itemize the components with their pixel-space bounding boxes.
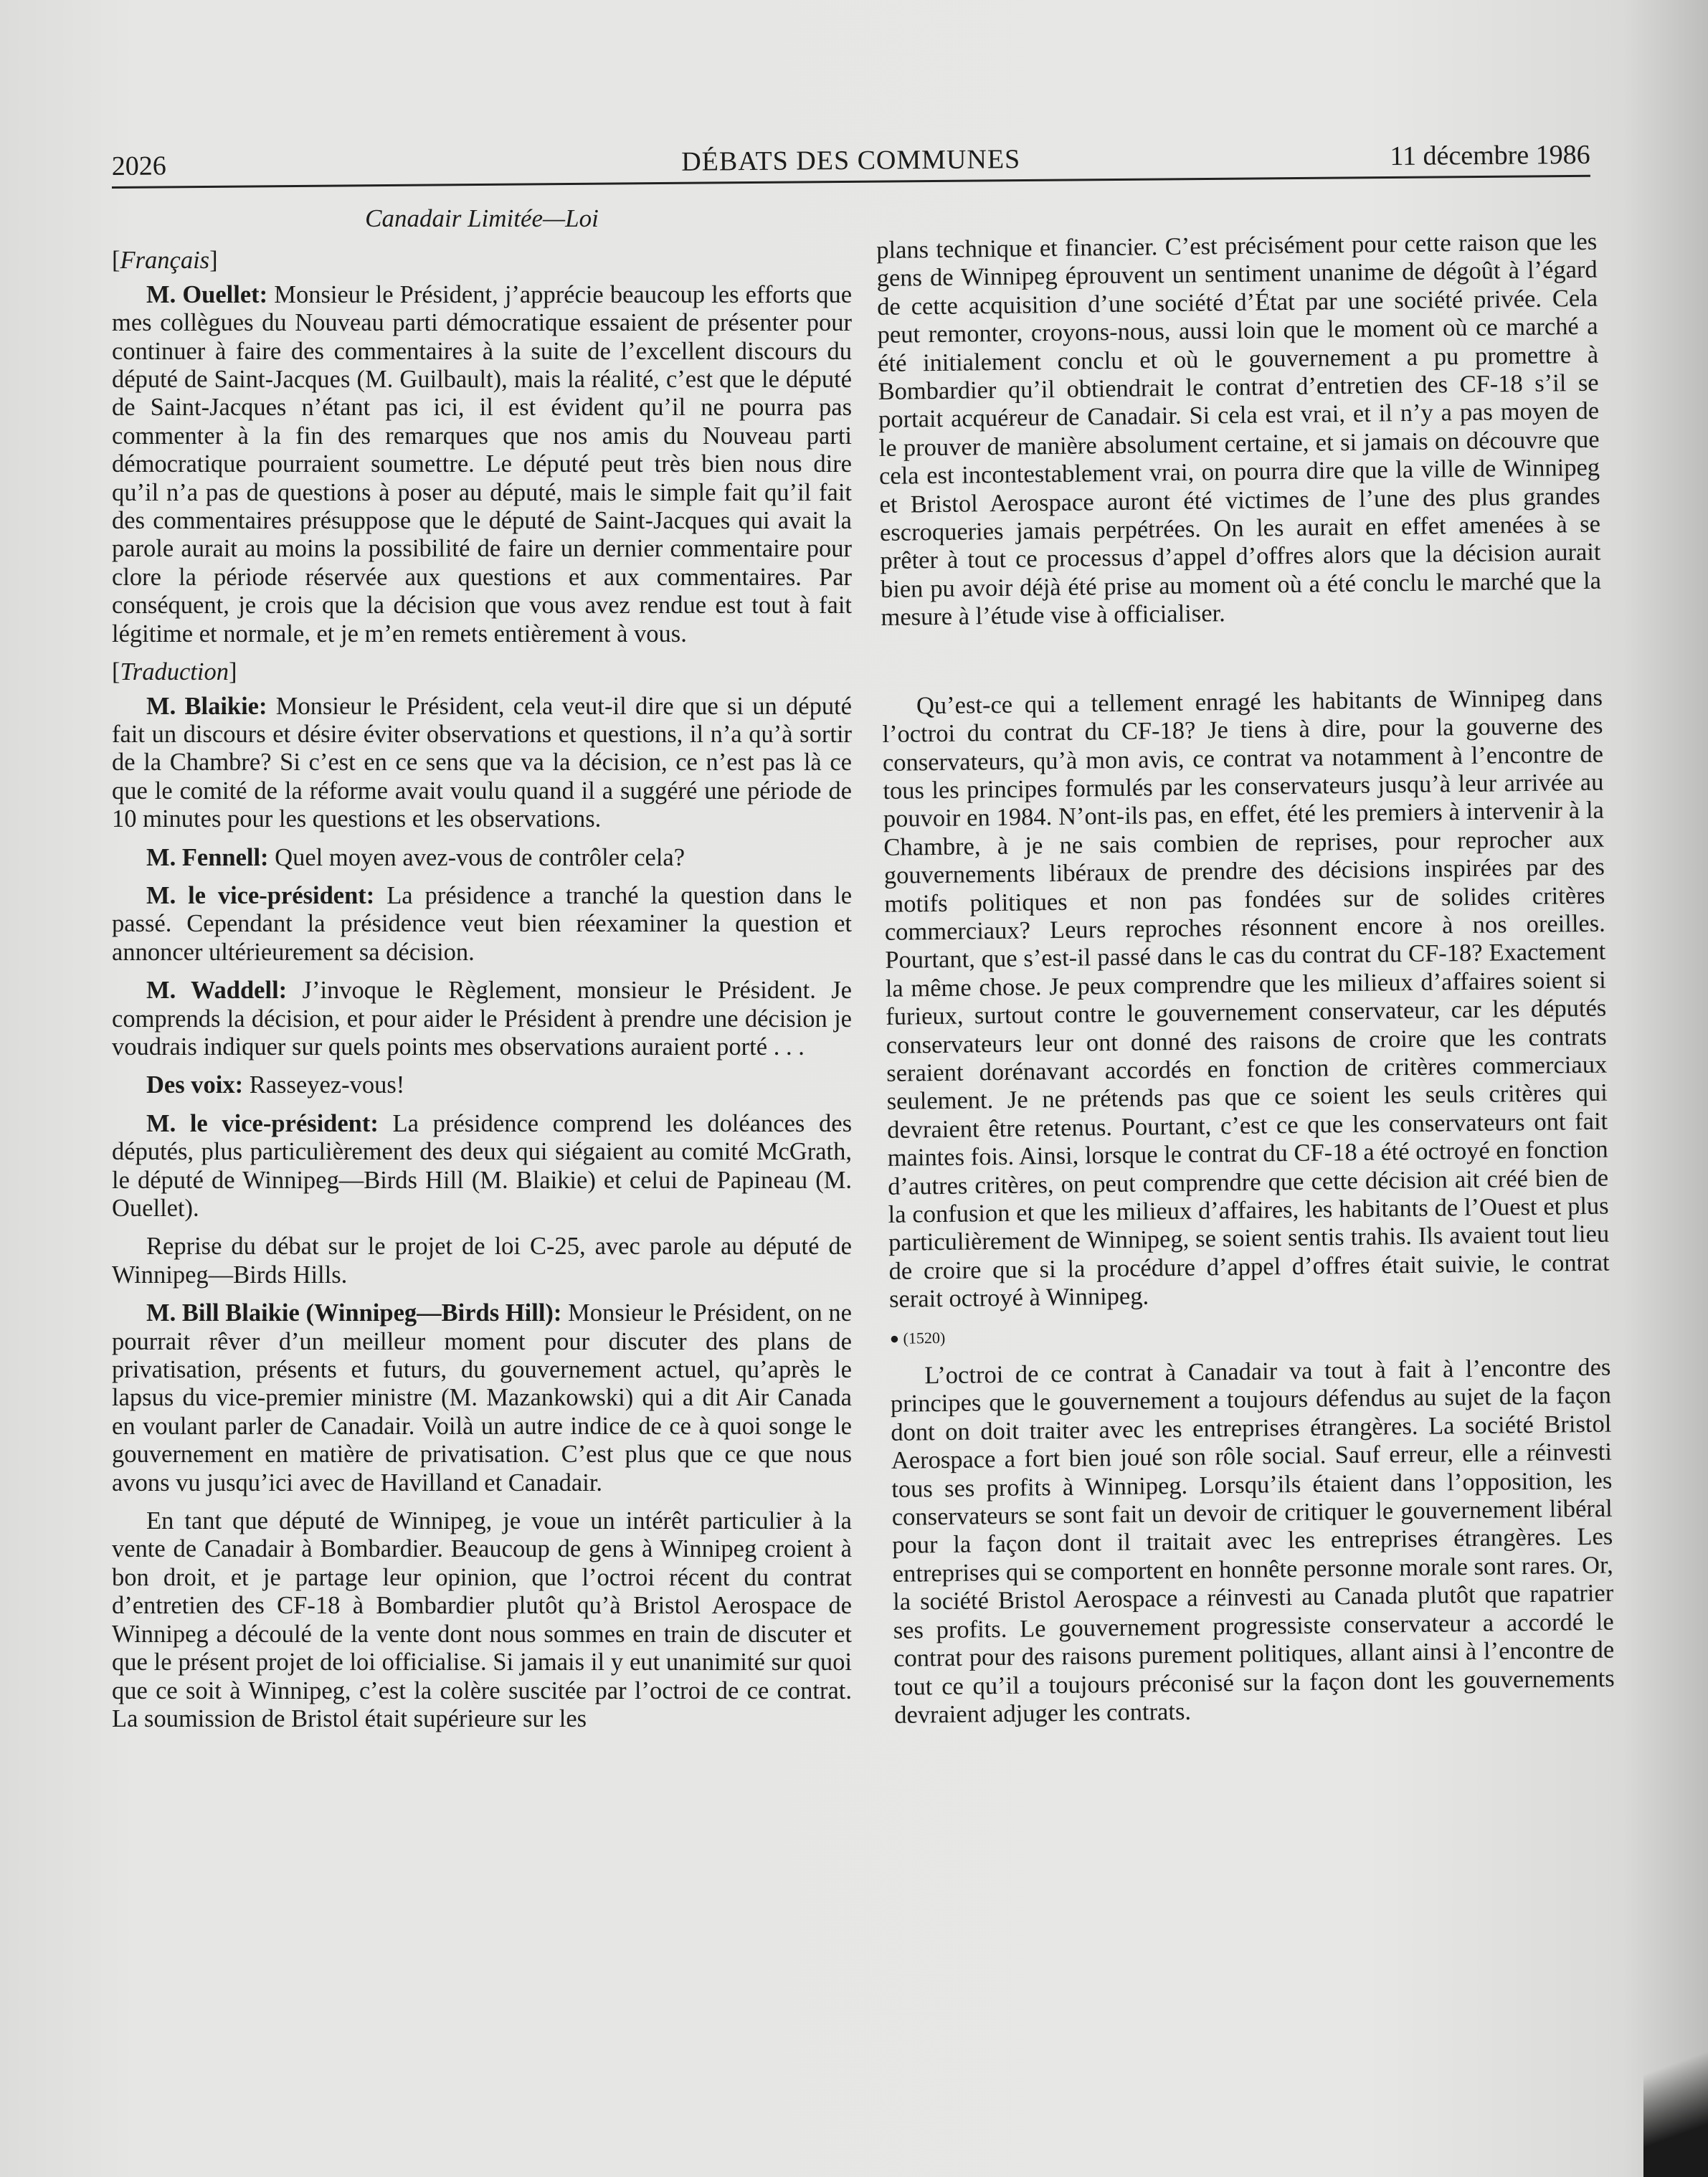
- page-date: 11 décembre 1986: [1390, 139, 1590, 171]
- language-label: Traduction: [120, 658, 229, 686]
- section-subtitle: Canadair Limitée—Loi: [365, 204, 599, 232]
- paragraph-des-voix: [112, 1071, 852, 1099]
- speaker-name: M. Ouellet:: [146, 280, 268, 308]
- speech-text: Monsieur le Président, j’apprécie beaucoup les efforts que mes collègues du Nouveau parti démocratique essaient de présenter pour continuer à faire des commentaires à la suite de l’excellent discours du député de Saint-Jacques (M. Guilbault), mais la réalité, c’est que le député de Saint-Jacques n’étant pas ici, il est évident qu’il ne pourra pas commenter à la fin des remarques que nos amis du Nouveau parti démocratique pourraient soumettre. Le député peut très bien nous dire qu’il n’a pas de questions à poser au député, mais le simple fait qu’il fait des commentaires présuppose que le député de Saint-Jacques qui avait la parole aurait au moins la possibilité de faire un dernier commentaire pour clore la période réservée aux questions et aux commentaires. Par conséquent, je crois que la décision que vous avez rendue est tout à fait légitime et normale, et je m’en remets entièrement à vous.: [112, 280, 853, 648]
- paragraph-bill-blaikie: [112, 1299, 852, 1497]
- publication-title: DÉBATS DES COMMUNES: [681, 144, 1021, 177]
- language-marker-translation: [Traduction]: [112, 658, 237, 686]
- speech-text: J’invoque le Règlement, monsieur le Président. Je comprends la décision, et pour aider le Président à prendre une décision je voudrais indiquer sur quels points mes observations auraient porté . . .: [112, 977, 852, 1061]
- left-column: [112, 204, 852, 1743]
- time-marker: ● (1520): [889, 1328, 946, 1347]
- paragraph-continued: plans technique et financier. C’est précisément pour cette raison que les gens de Winnipeg éprouvent un sentiment unanime de dégoût à l’égard de cette acquisition d’une société d’État par une société privée. Cela peut remonter, croyons-nous, aussi loin que le moment où ce marché a été initialement conclu et où le gouvernement a pu promettre à Bombardier qu’il obtiendrait le contrat d’entretien des CF-18 s’il se portait acquéreur de Canadair. Si cela est vrai, et il n’y a pas moyen de le prouver de manière absolument certaine, et si jamais on découvre que cela est incontestablement vrai, on pourra dire que la ville de Winnipeg et Bristol Aerospace auront été victimes de l’une des plus grandes escroqueries jamais perpétrées. On les aurait en effet amenées à se prêter à tout ce processus d’appel d’offres alors que la décision aurait bien pu avoir déjà été prise au moment où a été conclu le marché que la mesure à l’étude vise à officialiser.: [876, 227, 1602, 632]
- paragraph-bill-blaikie-2: En tant que député de Winnipeg, je voue un intérêt particulier à la vente de Canadair à Bombardier. Beaucoup de gens à Winnipeg croient à bon droit, et je partage leur opinion, que l’octroi récent du contrat d’entretien des CF-18 à Bombardier plutôt qu’à Bristol Aerospace de Winnipeg a découlé de la vente dont nous sommes en train de discuter et que le présent projet de loi officialise. Si jamais il y eut unanimité sur quoi que ce soit à Winnipeg, c’est la colère suscitée par l’octroi de ce contrat. La soumission de Bristol était supérieure sur les: [112, 1507, 852, 1732]
- paragraph-blaikie: [112, 693, 852, 834]
- speaker-name: M. le vice-président:: [146, 881, 375, 909]
- speaker-name: M. Waddell:: [146, 977, 288, 1005]
- paragraph-ouellet: [112, 281, 852, 648]
- language-label: Français: [120, 247, 210, 275]
- paragraph-vice-president-1: [112, 882, 852, 967]
- speaker-name: Des voix:: [146, 1071, 244, 1099]
- paragraph-debate-resumed: Reprise du débat sur le projet de loi C-25, avec parole au député de Winnipeg—Birds Hills.: [112, 1233, 852, 1289]
- speaker-name: M. Fennell:: [146, 843, 269, 871]
- speaker-name: M. Blaikie:: [146, 692, 267, 720]
- page-corner-shadow: [1643, 1991, 1708, 2177]
- speech-text: Monsieur le Président, on ne pourrait rêver d’un meilleur moment pour discuter des plans de privatisation, présents et futurs, du gouvernement actuel, qu’après le lapsus du vice-premier ministre (M. Mazankowski) qui a dit Air Canada en voulant parler de Canadair. Voilà un autre indice de ce à quoi songe le gouvernement en matière de privatisation. C’est plus que ce que nous avons vu jusqu’ici avec de Havilland et Canadair.: [112, 1299, 852, 1497]
- paragraph-vice-president-2: [112, 1110, 852, 1223]
- speech-text: La présidence a tranché la question dans le passé. Cependant la présidence veut bien réexaminer la question et annoncer ultérieurement sa décision.: [112, 881, 853, 966]
- language-marker-french: [Français]: [112, 247, 218, 275]
- page-number: 2026: [111, 151, 166, 182]
- paragraph-canadair-contract: L’octroi de ce contrat à Canadair va tout à fait à l’encontre des principes que le gouvernement a toujours défendus au sujet de la façon dont on doit traiter avec les entreprises étrangères. La société Bristol Aerospace a fort bien joué son rôle social. Sauf erreur, elle a réinvesti tous ses profits à Winnipeg. Lorsqu’ils étaient dans l’opposition, les conservateurs se sont fait un devoir de critiquer le gouvernement libéral pour la façon dont il traitait avec les entreprises étrangères. Les entreprises qui se comportent en honnête personne morale sont rares. Or, la société Bristol Aerospace a réinvesti au Canada plutôt que rapatrier ses profits. Le gouvernement progressiste conservateur a accordé le contrat pour des raisons purement politiques, allant ainsi à l’encontre de tout ce qu’il a toujours préconisé sur la façon dont les gouvernements devraient adjuger les contrats.: [890, 1353, 1615, 1729]
- paragraph-waddell: [112, 977, 852, 1061]
- speech-text: Monsieur le Président, cela veut-il dire que si un député fait un discours et désire éviter observations et questions, il n’a qu’à sortir de la Chambre? Si c’est en ce sens que va la décision, ce n’est pas là ce que le comité de la réforme avait voulu quand il a suggéré une période de 10 minutes pour les questions et les observations.: [112, 692, 852, 833]
- right-column: [876, 228, 1616, 1740]
- speech-text: Rasseyez-vous!: [249, 1071, 405, 1099]
- speaker-name: M. le vice-président:: [146, 1109, 379, 1137]
- speaker-name: M. Bill Blaikie (Winnipeg—Birds Hill):: [146, 1299, 562, 1327]
- page-header: [112, 132, 1590, 189]
- paragraph-cf18: Qu’est-ce qui a tellement enragé les habitants de Winnipeg dans l’octroi du contrat du CF-18? Je tiens à dire, pour la gouverne des conservateurs, qu’à mon avis, ce contrat va notamment à l’encontre de tous les principes formulés par les conservateurs jusqu’à leur arrivée au pouvoir en 1984. N’ont-ils pas, en effet, été les premiers à intervenir à la Chambre, à je ne sais combien de reprises, pour reprocher aux gouvernements libéraux de prendre des décisions inspirées par des motifs politiques et non pas fondées sur de solides critères commerciaux? Leurs reproches résonnent encore à nos oreilles. Pourtant, que s’est-il passé dans le cas du contrat du CF-18? Exactement la même chose. Je peux comprendre que les milieux d’affaires soient si furieux, surtout contre le gouvernement conservateur, car les députés conservateurs leur ont donné des raisons de croire que les contrats seraient dorénavant accordés en fonction de critères commerciaux seulement. Je ne prétends pas que ce soient les seuls critères qui devraient être retenus. Pourtant, c’est ce que les conservateurs ont fait maintes fois. Ainsi, lorsque le contrat du CF-18 a été octroyé en fonction d’autres critères, on peut comprendre que cette décision ait créé bien de la confusion et que les milieux d’affaires, les habitants de l’Ouest et plus particulièrement de Winnipeg, se soient sentis trahis. Ils avaient tout lieu de croire que si la procédure d’appel d’offres était suivie, le contrat serait octroyé à Winnipeg.: [882, 683, 1610, 1314]
- speech-text: La présidence comprend les doléances des députés, plus particulièrement des deux qui siégaient au comité McGrath, le député de Winnipeg—Birds Hill (M. Blaikie) et celui de Papineau (M. Ouellet).: [112, 1109, 853, 1222]
- paragraph-fennell: [112, 844, 852, 872]
- paragraph-gap: [881, 633, 1603, 692]
- speech-text: Quel moyen avez-vous de contrôler cela?: [275, 843, 685, 871]
